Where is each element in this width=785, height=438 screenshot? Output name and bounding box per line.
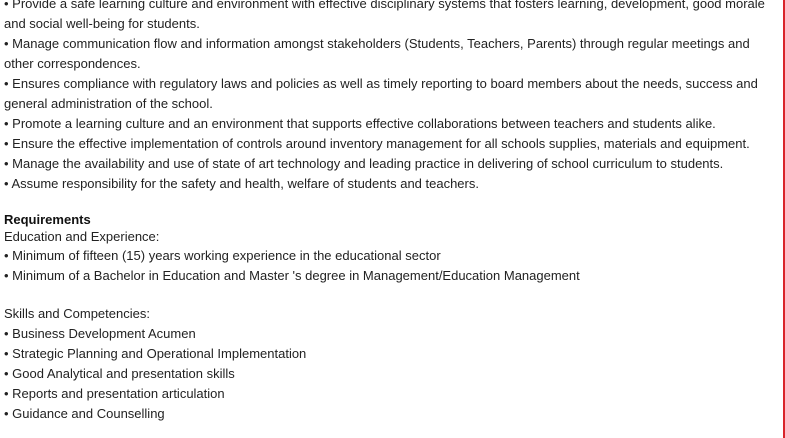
- education-item: • Minimum of a Bachelor in Education and Master 's degree in Management/Education Management: [4, 268, 580, 283]
- skill-item: • Business Development Acumen: [4, 326, 196, 341]
- section-spacer: [4, 194, 776, 212]
- responsibility-item: • Promote a learning culture and an environment that supports effective collaborations between teachers and students alike.: [4, 116, 716, 131]
- responsibility-item: • Assume responsibility for the safety and health, welfare of students and teachers.: [4, 176, 479, 191]
- skill-item: • Reports and presentation articulation: [4, 386, 225, 401]
- responsibility-item: • Ensure the effective implementation of controls around inventory management for all schools supplies, materials and equipment.: [4, 136, 750, 151]
- requirements-heading: Requirements: [4, 212, 91, 227]
- skills-title: Skills and Competencies:: [4, 306, 150, 321]
- education-item: • Minimum of fifteen (15) years working experience in the educational sector: [4, 248, 441, 263]
- skill-item: • Good Analytical and presentation skills: [4, 366, 235, 381]
- responsibility-item: • Manage the availability and use of state of art technology and leading practice in delivering of school curriculum to students.: [4, 156, 724, 171]
- responsibility-item: • Manage communication flow and information amongst stakeholders (Students, Teachers, Parents) through regular meetings and other correspondences.: [4, 36, 750, 71]
- job-description-content: [4, 0, 776, 424]
- skill-item: • Guidance and Counselling: [4, 406, 165, 421]
- responsibility-item: • Provide a safe learning culture and environment with effective disciplinary systems that fosters learning, development, good morale and social well-being for students.: [4, 0, 765, 31]
- section-spacer: [4, 286, 776, 304]
- responsibility-item: • Ensures compliance with regulatory laws and policies as well as timely reporting to board members about the needs, success and general administration of the school.: [4, 76, 758, 111]
- education-title: Education and Experience:: [4, 229, 160, 244]
- skill-item: • Strategic Planning and Operational Implementation: [4, 346, 307, 361]
